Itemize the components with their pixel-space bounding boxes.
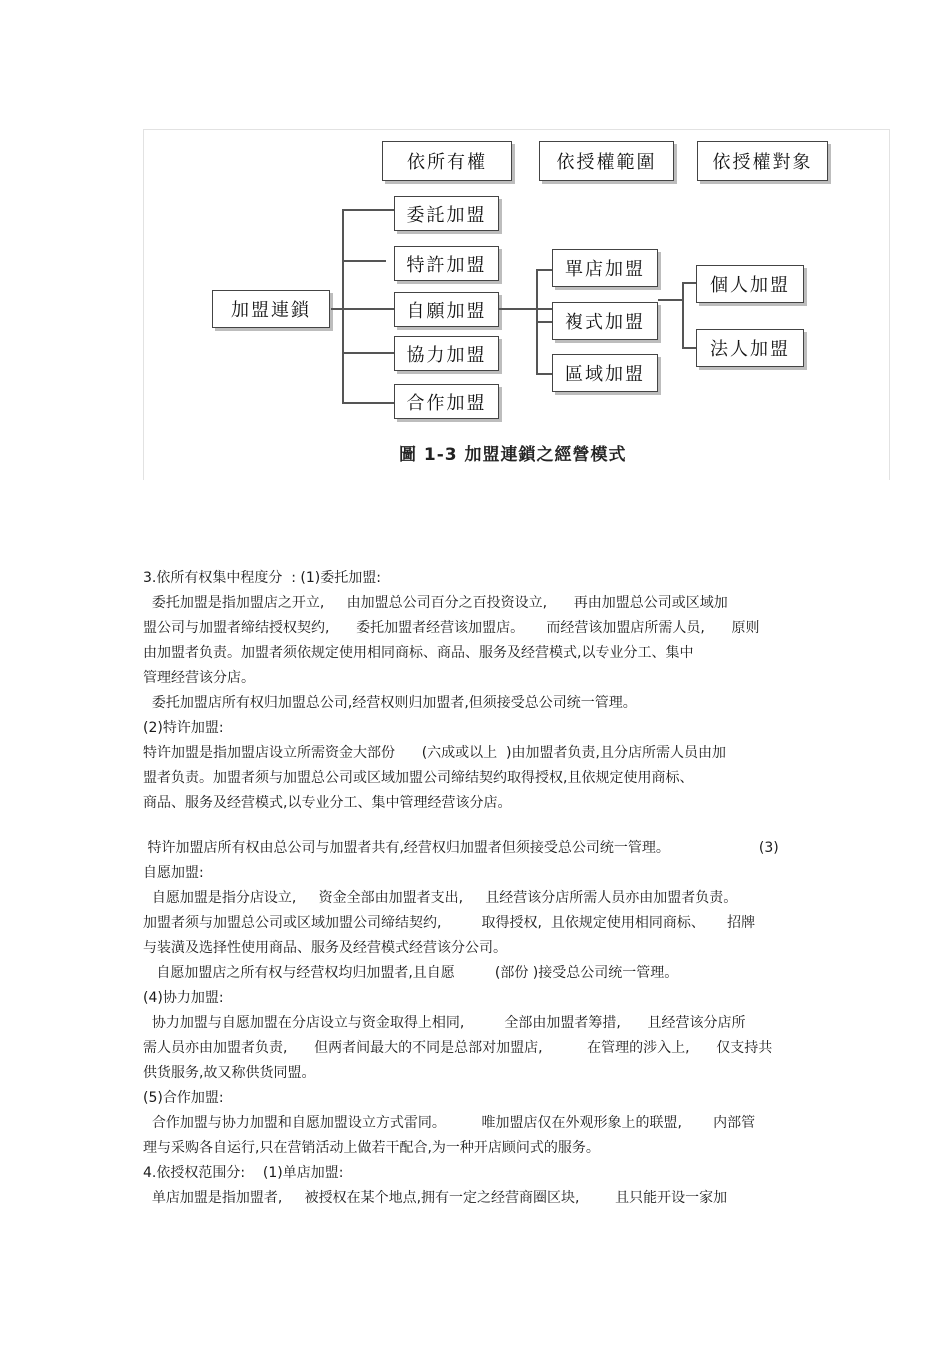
node-ownership-1: 委託加盟 xyxy=(394,196,499,231)
node-ownership-3: 自願加盟 xyxy=(394,292,499,327)
text-line: 供货服务,故又称供货同盟。 xyxy=(143,1065,316,1081)
connector xyxy=(342,402,394,404)
text-line: 自愿加盟店之所有权与经营权均归加盟者,且自愿 (部份 )接受总公司统一管理。 xyxy=(143,965,679,981)
text-line: (2)特许加盟: xyxy=(143,720,224,736)
text-line: 与装潢及选择性使用商品、服务及经营模式经营该分公司。 xyxy=(143,940,507,956)
text-line: 3.依所有权集中程度分 : (1)委托加盟: xyxy=(143,570,381,586)
text-line: 合作加盟与协力加盟和自愿加盟设立方式雷同。 唯加盟店仅在外观形象上的联盟, 内部管 xyxy=(143,1115,756,1131)
connector xyxy=(536,373,552,375)
root-node: 加盟連鎖 xyxy=(212,290,330,328)
text-line: 管理经营该分店。 xyxy=(143,670,255,686)
connector xyxy=(682,282,684,348)
franchise-diagram xyxy=(143,129,890,480)
body-text xyxy=(143,566,813,1211)
connector xyxy=(682,347,696,349)
text-line: 自愿加盟是指分店设立, 资金全部由加盟者支出, 且经营该分店所需人员亦由加盟者负责。 xyxy=(143,890,738,906)
connector xyxy=(342,308,394,310)
connector xyxy=(342,209,344,403)
text-line: (4)协力加盟: xyxy=(143,990,224,1006)
text-line: 单店加盟是指加盟者, 被授权在某个地点,拥有一定之经营商圈区块, 且只能开设一家加 xyxy=(143,1190,728,1206)
connector xyxy=(536,269,552,271)
header-scope: 依授權範圍 xyxy=(539,141,674,181)
text-line: 盟公司与加盟者缔结授权契约, 委托加盟者经营该加盟店。 而经营该加盟店所需人员, 原则 xyxy=(143,620,760,636)
text-line: 特许加盟是指加盟店设立所需资金大部份 (六成或以上 )由加盟者负责,且分店所需人员由加 xyxy=(143,745,726,761)
node-ownership-5: 合作加盟 xyxy=(394,384,499,419)
text-line: 加盟者须与加盟总公司或区域加盟公司缔结契约, 取得授权, 且依规定使用相同商标、 招牌 xyxy=(143,915,756,931)
figure-caption: 圖 1-3 加盟連鎖之經營模式 xyxy=(399,445,627,465)
connector xyxy=(682,282,696,284)
node-scope-1: 單店加盟 xyxy=(552,249,658,287)
text-line: 协力加盟与自愿加盟在分店设立与资金取得上相同, 全部由加盟者筹措, 且经营该分店所 xyxy=(143,1015,746,1031)
connector xyxy=(536,321,552,323)
node-scope-2: 複式加盟 xyxy=(552,302,658,340)
paragraph-gap xyxy=(143,816,813,836)
node-scope-3: 區域加盟 xyxy=(552,354,658,392)
node-target-2: 法人加盟 xyxy=(696,329,804,367)
text-line: 盟者负责。加盟者须与加盟总公司或区域加盟公司缔结契约取得授权,且依规定使用商标、 xyxy=(143,770,694,786)
connector xyxy=(342,352,394,354)
node-ownership-2: 特許加盟 xyxy=(394,246,499,281)
text-line: 需人员亦由加盟者负责, 但两者间最大的不同是总部对加盟店, 在管理的涉入上, 仅支持共 xyxy=(143,1040,773,1056)
text-line: 委托加盟是指加盟店之开立, 由加盟总公司百分之百投资设立, 再由加盟总公司或区域加 xyxy=(143,595,728,611)
text-line: 4.依授权范围分: (1)单店加盟: xyxy=(143,1165,344,1181)
text-line: (5)合作加盟: xyxy=(143,1090,224,1106)
connector xyxy=(499,308,552,310)
text-line: 特许加盟店所有权由总公司与加盟者共有,经营权归加盟者但须接受总公司统一管理。 (3) xyxy=(143,840,779,856)
text-line: 理与采购各自运行,只在营销活动上做若干配合,为一种开店顾问式的服务。 xyxy=(143,1140,600,1156)
text-line: 委托加盟店所有权归加盟总公司,经营权则归加盟者,但须接受总公司统一管理。 xyxy=(143,695,637,711)
text-line: 商品、服务及经营模式,以专业分工、集中管理经营该分店。 xyxy=(143,795,512,811)
node-ownership-4: 協力加盟 xyxy=(394,336,499,371)
connector xyxy=(342,260,386,262)
text-line: 由加盟者负责。加盟者须依规定使用相同商标、商品、服务及经营模式,以专业分工、集中 xyxy=(143,645,694,661)
connector xyxy=(658,299,683,301)
text-line: 自愿加盟: xyxy=(143,865,204,881)
header-target: 依授權對象 xyxy=(697,141,828,181)
node-target-1: 個人加盟 xyxy=(696,265,804,303)
connector xyxy=(342,209,394,211)
header-ownership: 依所有權 xyxy=(382,141,512,181)
